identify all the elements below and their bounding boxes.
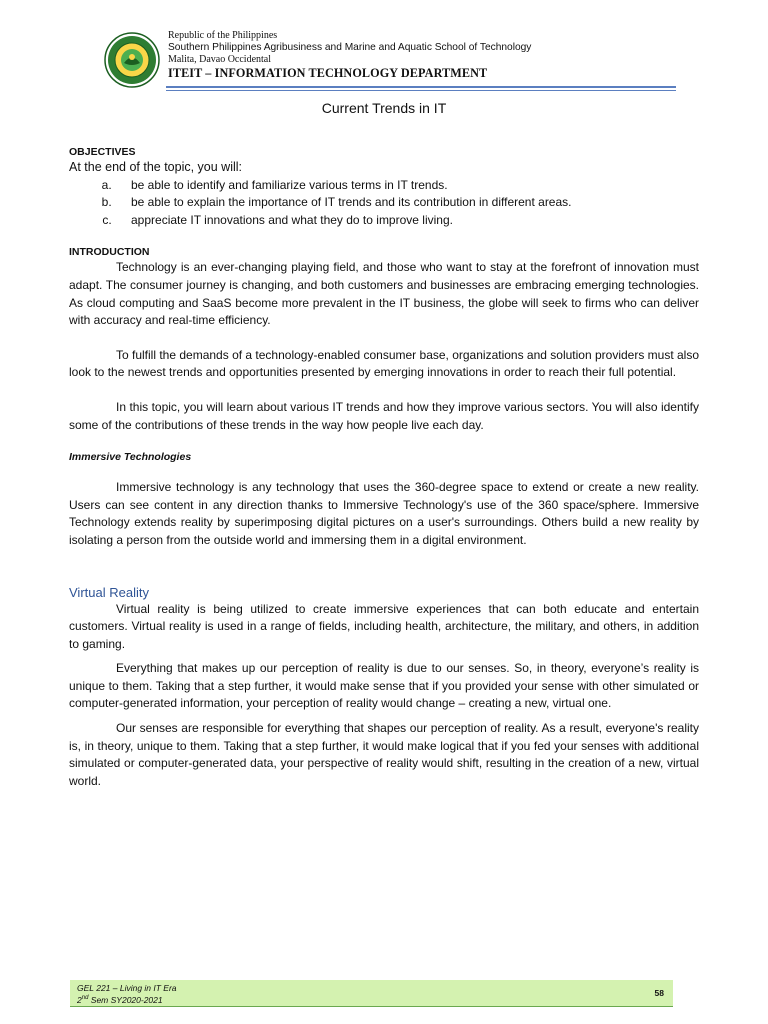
- intro-paragraph-3: In this topic, you will learn about various IT trends and how they improve various sectors. You will also identify some of the contributions of these trends in the way how people live each day.: [69, 399, 699, 432]
- school-seal-icon: [104, 32, 160, 88]
- objective-item: c. appreciate IT innovations and what they do to improve living.: [115, 212, 699, 230]
- footer-semester: 2nd Sem SY2020-2021: [77, 994, 163, 1005]
- objectives-lead: At the end of the topic, you will:: [69, 160, 243, 174]
- footer-course: GEL 221 – Living in IT Era: [77, 983, 177, 993]
- objectives-heading: OBJECTIVES: [69, 146, 136, 158]
- header-department: ITEIT – INFORMATION TECHNOLOGY DEPARTMENT: [168, 66, 488, 80]
- header-republic: Republic of the Philippines: [168, 30, 278, 41]
- vr-paragraph-2: Everything that makes up our perception of reality is due to our senses. So, in theory, everyone’s reality is unique to them. Taking that a step further, it would make sense that if you provided your sense with other simulated or computer-generated information, your perception of reality would change – creating a new, virtual one.: [69, 661, 699, 711]
- header-location: Malita, Davao Occidental: [168, 54, 272, 65]
- vr-paragraph-3: Our senses are responsible for everything that shapes our perception of reality. As a result, everyone's reality is, in theory, unique to them. Taking that a step further, it would make logical that if you fed your senses with additional simulated or computer-generated data, your perspective of reality would shift, resulting in the creation of a new, virtual world.: [69, 721, 699, 788]
- objectives-list: [69, 177, 699, 230]
- header-school-name: Southern Philippines Agribusiness and Marine and Aquatic School of Technology: [168, 42, 532, 53]
- vr-paragraph-1: Virtual reality is being utilized to create immersive experiences that can both educate and entertain customers. Virtual reality is used in a range of fields, including health, architecture, the military, and others, in addition to gaming.: [69, 601, 699, 651]
- header-rule-thick: [166, 86, 676, 88]
- objective-item: a. be able to identify and familiarize various terms in IT trends.: [115, 177, 699, 195]
- intro-paragraph-2: To fulfill the demands of a technology-enabled consumer base, organizations and solution providers must also look to the newest trends and opportunities presented by emerging innovations in order to reach their full potential.: [69, 347, 700, 380]
- document-title: Current Trends in IT: [321, 100, 447, 116]
- page-number: 58: [654, 988, 664, 998]
- footer-course-info: [77, 983, 177, 1005]
- document-body: [69, 146, 699, 790]
- virtual-reality-heading: Virtual Reality: [69, 584, 149, 600]
- page-footer: [70, 980, 673, 1007]
- document-header: [104, 30, 676, 90]
- introduction-heading: INTRODUCTION: [69, 246, 150, 259]
- immersive-heading: Immersive Technologies: [69, 451, 192, 464]
- header-rule-thin: [166, 90, 676, 91]
- immersive-paragraph: Immersive technology is any technology that uses the 360-degree space to extend or create a new reality. Users can see content in any direction thanks to Immersive Technology's use of the 360 space/sphere. Immersive Technology extends reality by superimposing digital pictures on a user's surroundings. Others build a new reality by isolating a person from the outside world and immersing them in a digital environment.: [69, 480, 699, 547]
- intro-paragraph-1: Technology is an ever-changing playing field, and those who want to stay at the forefront of innovation must adapt. The consumer journey is changing, and both customers and businesses are embracing emerging technologies. As cloud computing and SaaS become more prevalent in the IT business, the globe will seek to firms who can deliver with accuracy and real-time efficiency.: [69, 260, 699, 328]
- objective-item: b. be able to explain the importance of IT trends and its contribution in different areas.: [115, 194, 699, 212]
